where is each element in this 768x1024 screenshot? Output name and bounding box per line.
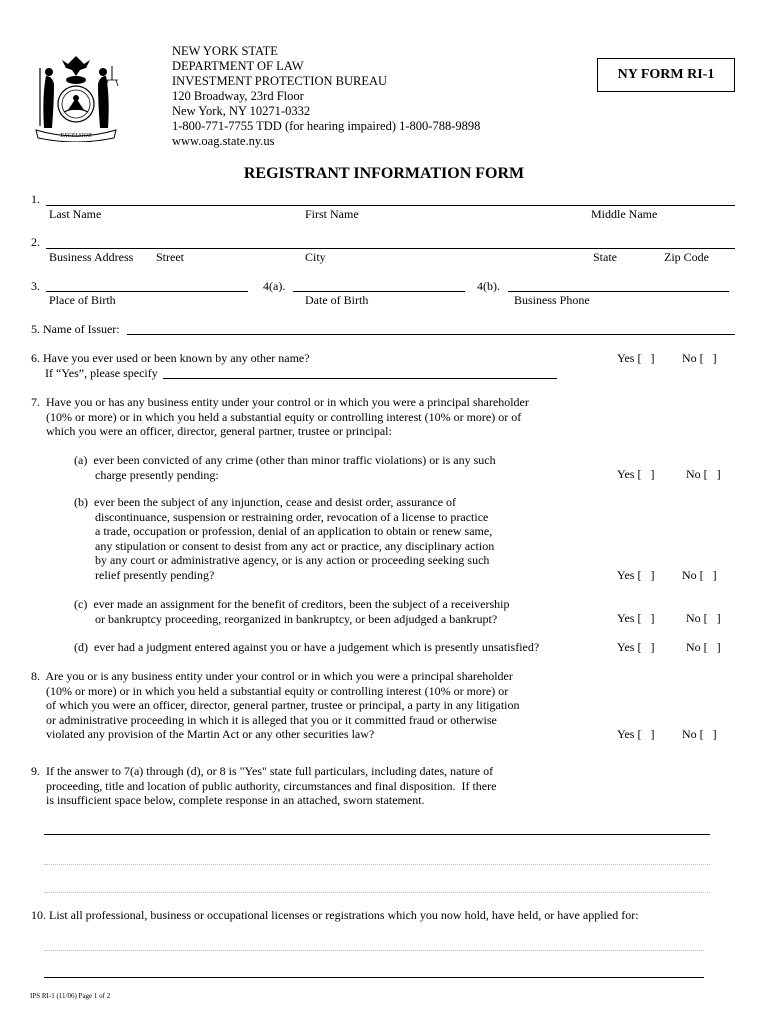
header-line-department: DEPARTMENT OF LAW xyxy=(172,59,304,73)
q7-intro: 7. Have you or has any business entity under your control or in which you were a principal shareholder (10% or more) or in which you held a substantial equity or controlling interest (10% or more) or of which you were an officer, director, general partner, trustee or principal: xyxy=(31,395,529,439)
header-line-bureau: INVESTMENT PROTECTION BUREAU xyxy=(172,74,388,88)
q7b-no-checkbox[interactable]: No [ ] xyxy=(682,568,717,582)
q2-state-label: State xyxy=(593,250,617,264)
q8-yes-checkbox[interactable]: Yes [ ] xyxy=(617,727,655,741)
q4a-date-of-birth-field[interactable] xyxy=(293,291,465,292)
q7c-question: (c) ever made an assignment for the benefit of creditors, been the subject of a receivership or bankruptcy proceeding, reorganized in bankruptcy, or been adjudged a bankrupt? xyxy=(74,597,510,626)
q6-question: 6. Have you ever used or been known by any other name? xyxy=(31,351,310,365)
q10-response-line-1[interactable] xyxy=(44,950,704,951)
q3-number: 3. xyxy=(31,279,40,293)
q6-specify-label: If “Yes”, please specify xyxy=(45,366,158,380)
page-title: REGISTRANT INFORMATION FORM xyxy=(243,165,525,182)
q7a-yes-checkbox[interactable]: Yes [ ] xyxy=(617,467,655,481)
q7d-no-checkbox[interactable]: No [ ] xyxy=(686,640,721,654)
q5-issuer-field[interactable] xyxy=(127,334,735,335)
q8-question: 8. Are you or is any business entity under your control or in which you were a principal shareholder (10% or more) or in which you held a substantial equity or controlling interest (10% or more) or of which you were an officer, director, general partner, trustee or principal, a party in any litigation or administrative proceeding in which it is alleged that you or it committed fraud or otherwise violated any provision of the Martin Act or any other securities law? xyxy=(31,669,520,742)
q2-street-label: Street xyxy=(156,250,184,264)
q4b-number: 4(b). xyxy=(477,279,500,293)
q7b-question: (b) ever been the subject of any injunction, cease and desist order, assurance of discontinuance, suspension or restraining order, revocation of a license to practice a trade, occupation or profession, denial of an application to obtain or renew same, any stipulation or consent to desist from any act or practice, any disciplinary action by any court or administrative agency, or is any action or proceeding seeking such relief presently pending? xyxy=(74,495,495,582)
q2-number: 2. xyxy=(31,235,40,249)
q1-first-name-label: First Name xyxy=(305,207,359,221)
q2-address-field[interactable] xyxy=(46,248,735,249)
header-line-website: www.oag.state.ny.us xyxy=(172,134,275,148)
q4b-business-phone-label: Business Phone xyxy=(514,293,590,307)
q6-no-checkbox[interactable]: No [ ] xyxy=(682,351,717,365)
q1-middle-name-label: Middle Name xyxy=(591,207,658,221)
q7a-question: (a) ever been convicted of any crime (other than minor traffic violations) or is any such charge presently pending: xyxy=(74,453,496,482)
q7c-yes-checkbox[interactable]: Yes [ ] xyxy=(617,611,655,625)
q5-issuer-label: 5. Name of Issuer: xyxy=(31,322,120,336)
q7d-question: (d) ever had a judgment entered against you or have a judgement which is presently unsatisfied? xyxy=(74,640,540,654)
q1-last-name-label: Last Name xyxy=(49,207,102,221)
q4a-number: 4(a). xyxy=(263,279,286,293)
q2-zip-label: Zip Code xyxy=(664,250,709,264)
q7a-no-checkbox[interactable]: No [ ] xyxy=(686,467,721,481)
q3-place-of-birth-label: Place of Birth xyxy=(49,293,116,307)
form-id-box: NY FORM RI-1 xyxy=(597,58,735,92)
header-line-address: 120 Broadway, 23rd Floor xyxy=(172,89,304,103)
header-line-city: New York, NY 10271-0332 xyxy=(172,104,311,118)
q7c-no-checkbox[interactable]: No [ ] xyxy=(686,611,721,625)
header-line-phone: 1-800-771-7755 TDD (for hearing impaired) 1-800-788-9898 xyxy=(172,119,481,133)
new-york-state-seal-icon xyxy=(28,46,124,142)
q9-instructions: 9. If the answer to 7(a) through (d), or 8 is "Yes" state full particulars, including dates, nature of proceeding, title and location of public authority, circumstances and final disposition. If there is insufficient space below, complete response in an attached, sworn statement. xyxy=(31,764,497,808)
q7b-yes-checkbox[interactable]: Yes [ ] xyxy=(617,568,655,582)
q2-city-label: City xyxy=(305,250,326,264)
q7d-yes-checkbox[interactable]: Yes [ ] xyxy=(617,640,655,654)
q3-place-of-birth-field[interactable] xyxy=(46,291,248,292)
q10-response-line-2[interactable] xyxy=(44,977,704,978)
q9-response-line-3[interactable] xyxy=(44,892,710,893)
page-footer: IPS RI-1 (11/06) Page 1 of 2 xyxy=(30,992,111,1000)
q9-response-line-1[interactable] xyxy=(44,834,710,835)
q4b-business-phone-field[interactable] xyxy=(508,291,729,292)
q10-question: 10. List all professional, business or occupational licenses or registrations which you now hold, have held, or have applied for: xyxy=(31,908,639,922)
q6-yes-checkbox[interactable]: Yes [ ] xyxy=(617,351,655,365)
q1-number: 1. xyxy=(31,192,40,206)
header-line-state: NEW YORK STATE xyxy=(172,44,278,58)
q4a-date-of-birth-label: Date of Birth xyxy=(305,293,369,307)
q6-other-name-field[interactable] xyxy=(163,378,557,379)
q2-business-address-label: Business Address xyxy=(49,250,134,264)
q9-response-line-2[interactable] xyxy=(44,864,710,865)
q8-no-checkbox[interactable]: No [ ] xyxy=(682,727,717,741)
q1-name-field[interactable] xyxy=(46,205,735,206)
seal-motto: EXCELSIOR xyxy=(60,133,92,139)
